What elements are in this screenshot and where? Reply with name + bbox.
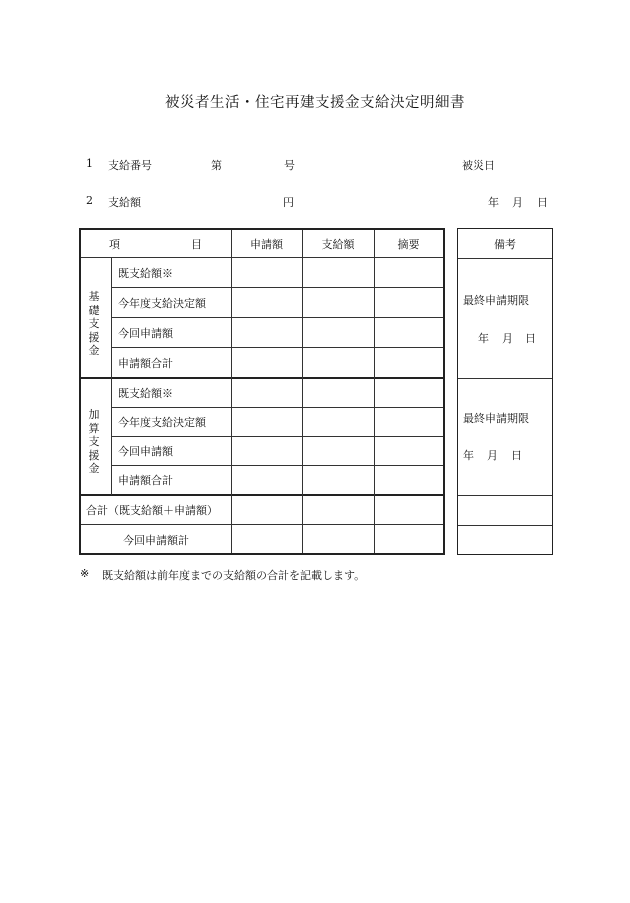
remarks-divider [458,258,552,259]
line2-hi: 日 [537,196,548,209]
document-title: 被災者生活・住宅再建支援金支給決定明細書 [165,95,465,111]
remarks-divider [458,525,552,526]
group-divider [81,377,443,379]
line1-hisaibi: 被災日 [462,159,495,172]
remarks-column [457,228,553,555]
row-line [111,436,443,437]
g1-row-1: 既支給額※ [118,267,173,280]
note-mark: ※ [80,567,90,580]
remarks-divider [458,495,552,496]
line1-dai: 第 [211,159,222,172]
remark1-tsuki: 月 [502,332,513,345]
g1-row-2: 今年度支給決定額 [118,297,206,310]
line2-label: 支給額 [108,196,141,209]
g2-row-2: 今年度支給決定額 [118,416,206,429]
col-line [302,230,303,553]
line2-tsuki: 月 [512,196,523,209]
header-shikyu: 支給額 [321,238,355,251]
line1-go: 号 [284,159,295,172]
group2-label: 加 算 支 援 金 [88,408,100,475]
line2-nen: 年 [488,196,499,209]
remark2-label: 最終申請期限 [463,412,529,425]
group-col-line [111,258,112,495]
line1-number: 1 [86,157,93,170]
col-line [374,230,375,553]
header-divider [81,257,443,258]
row-line [111,317,443,318]
col-line [231,230,232,553]
remark1-hi: 日 [525,332,536,345]
g2-row-1: 既支給額※ [118,387,173,400]
row-line [111,347,443,348]
line2-en: 円 [283,196,294,209]
header-item-right: 目 [191,238,202,251]
remark1-label: 最終申請期限 [463,294,529,307]
g1-row-3: 今回申請額 [118,327,173,340]
row-line [81,524,443,525]
remarks-divider [458,378,552,379]
remark2-tsuki: 月 [487,449,498,462]
remark2-hi: 日 [511,449,522,462]
row-line [111,407,443,408]
group-divider [81,494,443,496]
remark2-nen: 年 [463,449,474,462]
header-tekiyo: 摘要 [397,238,420,251]
g2-row-4: 申請額合計 [118,474,173,487]
line1-label: 支給番号 [108,159,152,172]
header-shinsei: 申請額 [250,238,283,251]
note-text: 既支給額は前年度までの支給額の合計を記載します。 [102,569,366,582]
group1-label: 基 礎 支 援 金 [88,290,100,357]
header-item-left: 項 [109,238,120,251]
row-line [111,465,443,466]
g1-row-4: 申請額合計 [118,357,173,370]
current-total-label: 今回申請額計 [123,534,189,547]
header-bikou: 備考 [494,238,516,251]
g2-row-3: 今回申請額 [118,445,173,458]
line2-number: 2 [86,194,93,207]
remark1-nen: 年 [478,332,489,345]
detail-table [79,228,445,555]
row-line [111,287,443,288]
total-row-label: 合計（既支給額＋申請額） [86,504,218,517]
